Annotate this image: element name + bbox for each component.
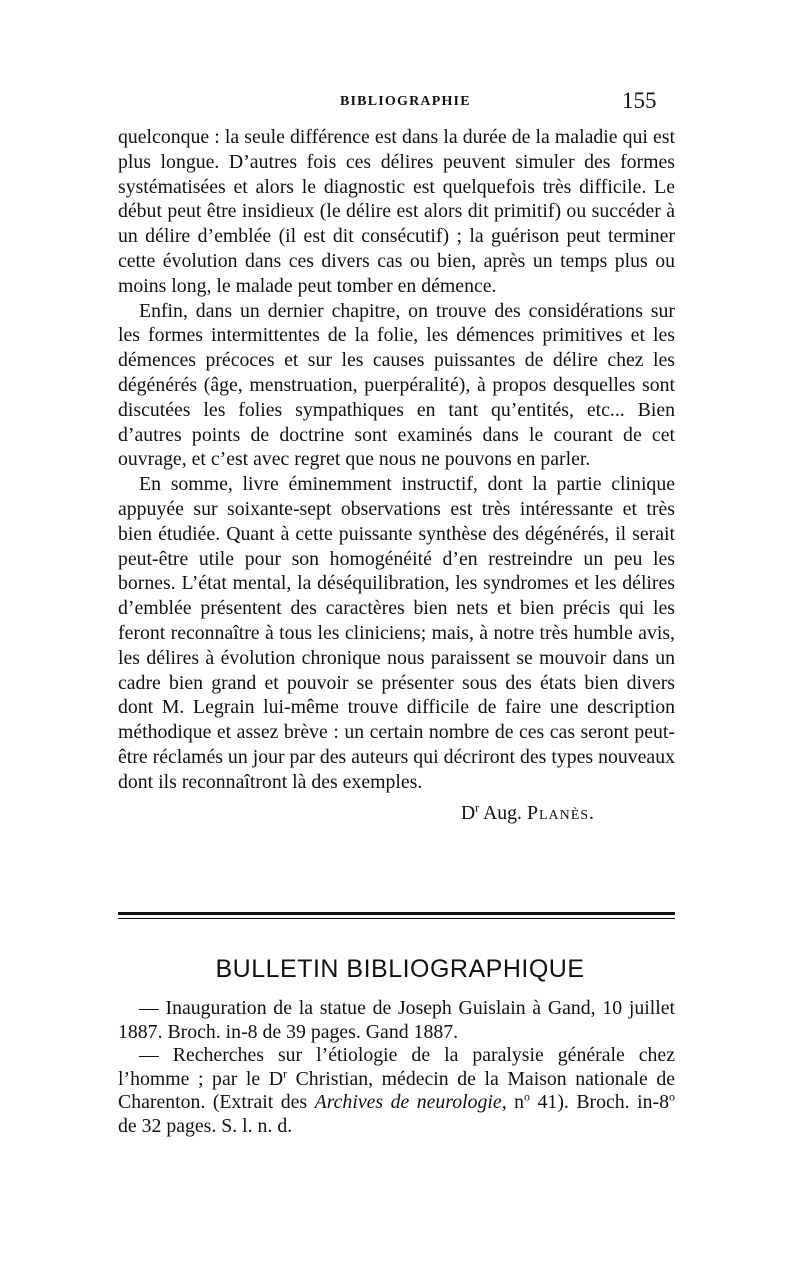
entry2-sup1: r	[283, 1065, 288, 1080]
entry2-sup2: o	[524, 1089, 531, 1104]
signature-title: D	[460, 801, 476, 824]
running-title: BIBLIOGRAPHIE	[340, 94, 471, 109]
bulletin-entry-1: — Inauguration de la statue de Joseph Guislain à Gand, 10 juillet 1887. Broch. in-8 de 39 pages. Gand 1887.	[118, 997, 675, 1043]
section-divider-thin	[118, 918, 675, 919]
entry2-journal-title: Archives de neurologie,	[314, 1091, 507, 1113]
entry2-part3: n	[506, 1091, 525, 1113]
signature-surname: Planès.	[526, 801, 595, 824]
entry2-part1: — Recherches sur l’étiologie de la paralysie générale chez l’homme ; par le D	[118, 1044, 675, 1090]
signature-title-sup: r	[475, 799, 480, 814]
author-signature	[118, 801, 595, 826]
entry2-part2: Christian, médecin de la Maison nationale de Charenton. (Extrait des	[118, 1067, 675, 1113]
signature-firstname: Aug.	[482, 801, 522, 824]
bulletin-entry-2	[118, 1044, 675, 1138]
section-divider-thick	[118, 912, 675, 915]
paragraph-en-somme: En somme, livre éminemment instructif, dont la partie clinique appuyée sur soixante-sept observations est très intéressante et très bien étudiée. Quant à cette puissante synthèse des dégénérés, il serait peut-être utile pour son homogénéité d’en restreindre un peu les bornes. L’état mental, la déséquilibration, les syndromes et les délires d’emblée présentent des caractères bien nets et bien précis qui les feront reconnaître à tous les cliniciens; mais, à notre très humble avis, les délires à évolution chronique nous paraissent se mouvoir dans un cadre bien grand et pouvoir se présenter sous des états bien divers dont M. Legrain lui-même trouve difficile de faire une description méthodique et assez brève : un certain nombre de ces cas seront peut-être réclamés un jour par des auteurs qui décriront des types nouveaux dont ils reconnaîtront là des exemples.	[118, 473, 675, 793]
bulletin-entries	[118, 997, 675, 1138]
page-number: 155	[622, 88, 657, 113]
running-header	[0, 90, 800, 120]
entry2-sup3: o	[669, 1089, 675, 1104]
entry2-part4: 41). Broch. in-8	[530, 1091, 669, 1113]
paragraph-continuation: quelconque : la seule différence est dans la durée de la maladie qui est plus longue. D’autres fois ces délires peuvent simuler des formes systématisées et alors le diagnostic est quelquefois très difficile. Le début peut être insidieux (le délire est alors dit primitif) ou succéder à un délire d’emblée (il est dit consécutif) ; la guérison peut terminer cette évolution dans ces divers cas ou bien, après un temps plus ou moins long, le malade peut tomber en démence.	[118, 126, 675, 297]
entry2-part5: de 32 pages. S. l. n. d.	[118, 1114, 293, 1137]
bulletin-title: BULLETIN BIBLIOGRAPHIQUE	[215, 955, 585, 983]
review-text	[118, 125, 675, 825]
paragraph-enfin: Enfin, dans un dernier chapitre, on trouve des considérations sur les formes intermittentes de la folie, les démences primitives et les démences précoces et sur les causes puissantes de délire chez les dégénérés (âge, menstruation, puerpéralité), à propos desquelles sont discutées les folies sympathiques en tant qu’entités, etc... Bien d’autres points de doctrine sont examinés dans le courant de cet ouvrage, et c’est avec regret que nous ne pouvons en parler.	[118, 299, 675, 471]
